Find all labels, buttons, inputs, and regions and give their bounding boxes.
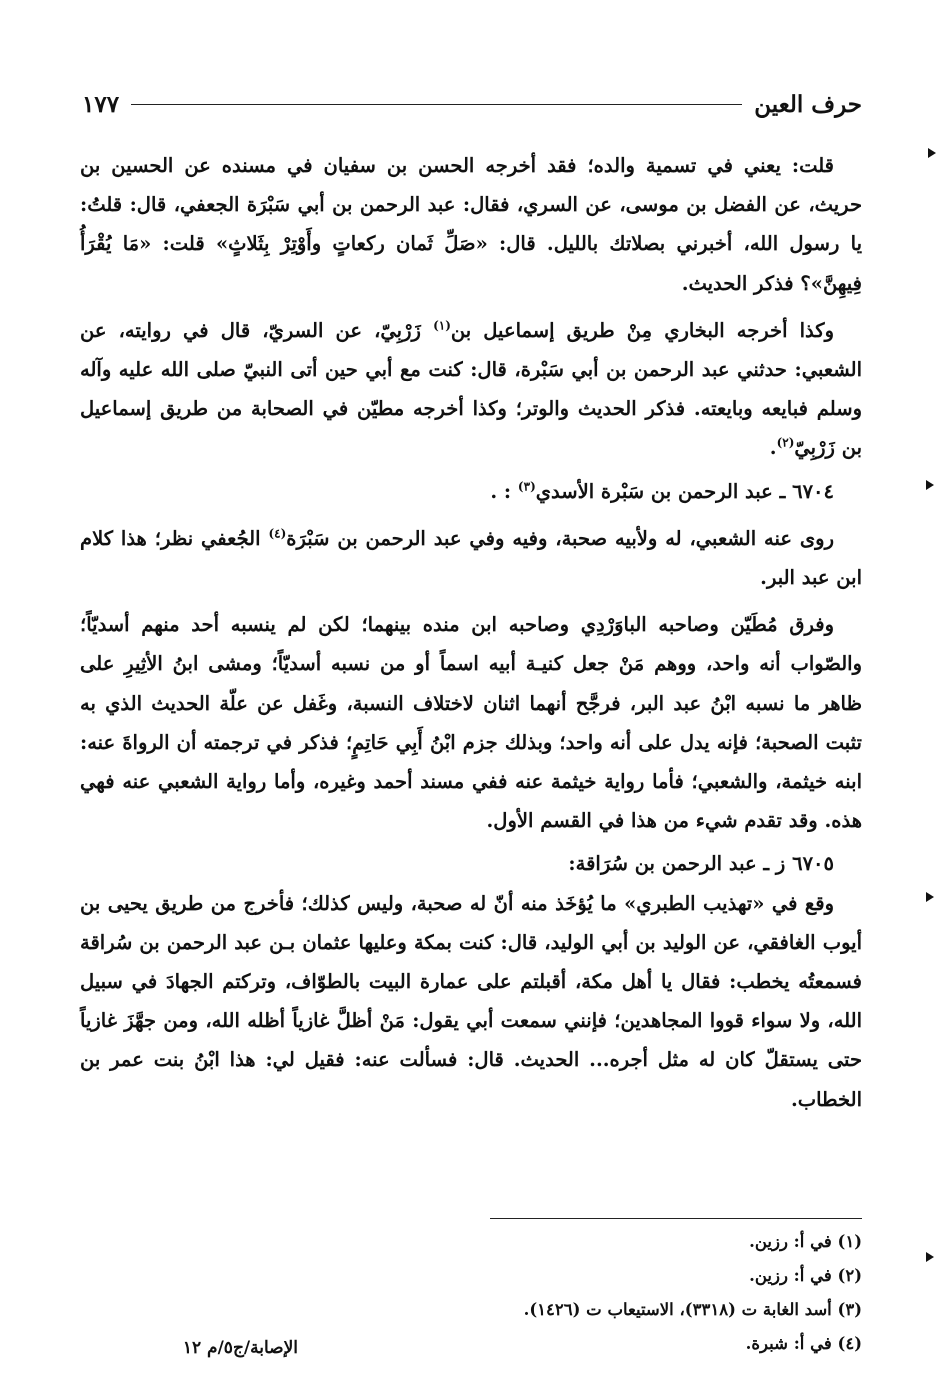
margin-mark — [928, 148, 936, 158]
entry-title-6704-end: : . — [490, 479, 512, 503]
paragraph-2-end: . — [769, 436, 777, 460]
footnote-4: (٤) في أ: شبرة. — [745, 1334, 862, 1353]
margin-mark — [926, 480, 934, 490]
paragraph-3-part-a: روى عنه الشعبي، له ولأبيه صحبة، وفيه وفي عبد الرحمن بن سَبْرَة — [286, 526, 834, 550]
entry-title-6704: ٦٧٠٤ ـ عبد الرحمن بن سَبْرة الأسدي — [535, 479, 834, 503]
footnote-3: (٣) أسد الغابة ت (٣٣١٨)، الاستيعاب ت (١٤٢٦). — [523, 1300, 862, 1319]
footnote-rule — [490, 1218, 862, 1219]
main-text — [80, 146, 862, 1119]
footnote-ref-4: (٤) — [268, 526, 287, 541]
paragraph-3 — [80, 519, 862, 597]
margin-mark — [926, 892, 934, 902]
running-header — [82, 86, 862, 122]
section-title: حرف العين — [754, 90, 862, 118]
footnote-ref-2: (٢) — [776, 435, 795, 450]
paragraph-2-part-a: وكذا أخرجه البخاري مِنْ طريق إسماعيل بن — [450, 318, 834, 342]
footnote-ref-1: (١) — [433, 318, 451, 333]
footnote-1: (١) في أ: رزين. — [749, 1232, 862, 1251]
paragraph-4: وفرق مُطَيّن وصاحبه الباوَرْدِي وصاحبه ابن منده بينهما؛ لكن لم ينسبه أحد منهم أسديّاً؛ والصّواب أنه واحد، ووهم مَنْ جعل كنيـة أبيه اسماً أو من نسبه أسديّاً؛ ومشى ابنُ الأثِيرِ على ظاهر ما نسبه ابْنُ عبد البر، فرجَّح أنهما اثنان لاختلاف النسبة، وغَفل عن علّة الحديث الذي به تثبت الصحبة؛ فإنه يدل على أنه واحد؛ وبذلك جزم ابْنُ أَبِي حَاتِمٍ؛ فذكر في ترجمته أن الرواةَ عنه: ابنه خيثمة، والشعبي؛ فأما رواية خيثمة عنه ففي مسند أحمد وغيره، وأما رواية الشعبي عنه فهي هذه. وقد تقدم شيء من هذا في القسم الأول. — [80, 613, 862, 833]
entry-heading-6704 — [80, 472, 862, 511]
paragraph-2-part-b: زَرْبِيّ، عن السريّ، قال في روايته، عن الشعبي: حدثني عبد الرحمن بن أبي سَبْرة، قال: كنت مع أبي حين أتى النبيّ صلى الله عليه وآله وسلم فبايعه وبايعته. فذكر الحديث والوتر؛ وكذا أخرجه مطيّن في الصحابة من طريق إسماعيل بن زَرْبِيّ — [80, 318, 862, 460]
page-number: ١٧٧ — [82, 90, 120, 118]
paragraph-5: وقع في «تهذيب الطبري» ما يُؤخَذ منه أنّ له صحبة، وليس كذلك؛ فأخرج من طريق يحيى بن أيوب الغافقي، عن الوليد بن أبي الوليد، قال: كنت بمكة وعليها عثمان بـن عبد الرحمن بن سُراقة فسمعتُه يخطب: فقال يا أهل مكة، أقبلتم على عمارة البيت بالطوّاف، وتركتم الجهادَ في سبيل الله، ولا سواء قووا المجاهدين؛ فإنني سمعت أبي يقول: مَنْ أظلَّ غازياً أظله الله، ومن جهَّزَ غازياً حتى يستقلّ كان له مثل أجره... الحديث. قال: فسألت عنه: فقيل لي: هذا ابْنُ بنت عمر بن الخطاب. — [80, 891, 862, 1111]
paragraph-2 — [80, 311, 862, 468]
printer-signature: الإصابة/ج٥/م ١٢ — [182, 1338, 298, 1358]
paragraph-3-part-b: الجُعفي نظر؛ هذا كلام ابن عبد البر. — [80, 526, 862, 590]
footnote-ref-3: (٣) — [517, 479, 536, 494]
footnote-2: (٢) في أ: رزين. — [749, 1266, 862, 1285]
header-rule — [131, 104, 742, 105]
margin-mark — [926, 1252, 934, 1262]
entry-heading-6705: ٦٧٠٥ ز ـ عبد الرحمن بن سُرَاقة: — [568, 852, 834, 876]
paragraph-1: قلت: يعني في تسمية والده؛ فقد أخرجه الحسن بن سفيان في مسنده عن الحسين بن حريث، عن الفضل بن موسى، عن السري، فقال: عبد الرحمن بن أبي سَبْرَة الجعفي، قال: قلتُ: يا رسول الله، أخبرني بصلاتك بالليل. قال: «صَلِّ ثَمان ركعاتٍ وأَوْتِرْ بِثَلاثٍ» قلت: «مَا يُقْرَأُ فِيهِنَّ»؟ فذكر الحديث. — [80, 154, 862, 295]
